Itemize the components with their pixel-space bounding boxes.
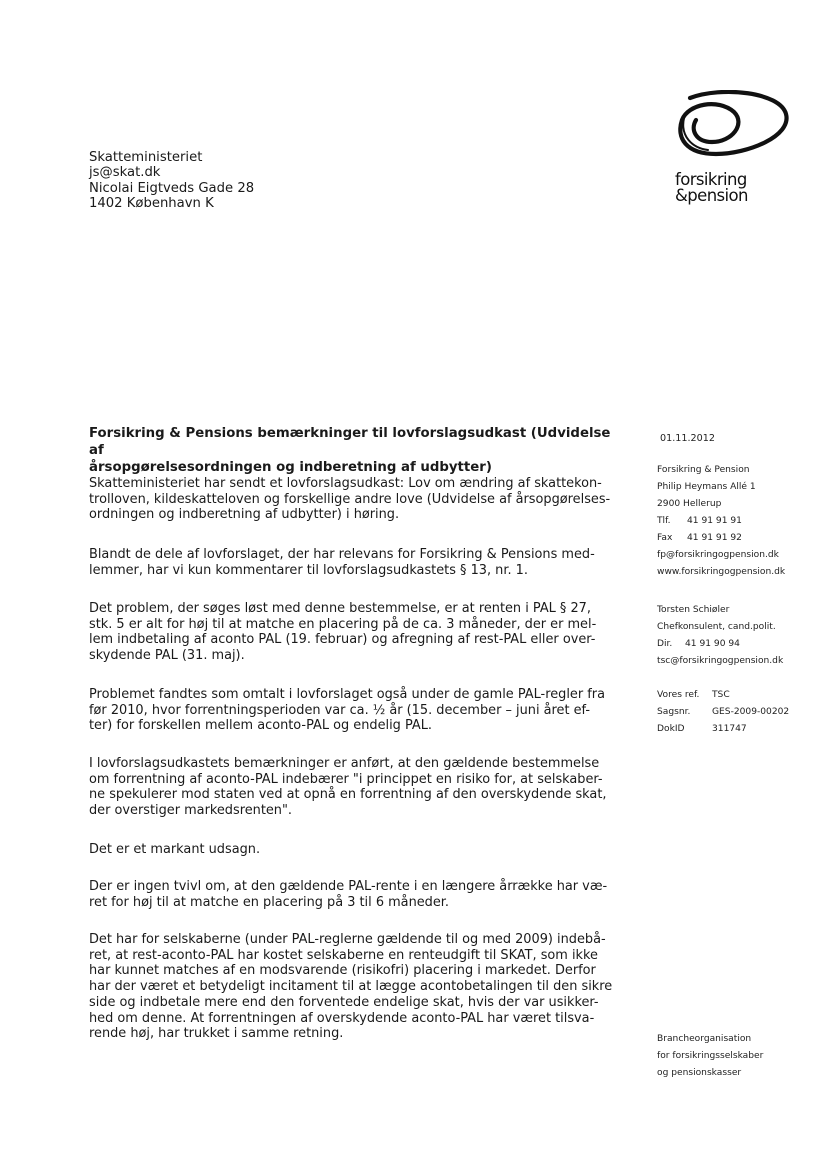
text-line: har kunnet matches af en modsvarende (risikofri) placering i markedet. Derfor <box>89 963 596 979</box>
case-label: Sagsnr. <box>657 707 691 717</box>
text-line: Det problem, der søges løst med denne bestemmelse, er at renten i PAL § 27, <box>89 601 591 616</box>
text-line: Problemet fandtes som omtalt i lovforslaget også under de gamle PAL-regler fra <box>89 687 605 702</box>
organisation-tagline <box>657 1031 763 1082</box>
text-line: før 2010, hvor forrentningsperioden var ca. ½ år (15. december – juni året ef- <box>89 702 591 718</box>
text-line: ne spekulerer mod staten ved at opnå en forrentning af den overskydende skat, <box>89 787 607 803</box>
heading-line: årsopgørelsesordningen og indberetning af udbytter) <box>89 460 492 475</box>
text-line: rende høj, har trukket i samme retning. <box>89 1026 344 1042</box>
logo-line-1: forsikring <box>675 170 747 189</box>
text-line: ter) for forskellen mellem aconto-PAL og endelig PAL. <box>89 718 432 734</box>
logo-line-2: &pension <box>675 186 748 205</box>
our-reference <box>657 687 789 704</box>
contact-person <box>657 602 783 670</box>
logo-wordmark <box>675 172 748 204</box>
company-logo <box>662 90 792 205</box>
direct-value: 41 91 90 94 <box>685 639 740 649</box>
paragraph-4 <box>89 687 613 734</box>
reference-block <box>657 687 789 738</box>
text-line: har der været et betydeligt incitament til at lægge acontobetalingen til den sikre <box>89 979 613 995</box>
org-fax <box>657 530 785 547</box>
paragraph-8 <box>89 932 613 1042</box>
text-line: Blandt de dele af lovforslaget, der har relevans for Forsikring & Pensions med- <box>89 547 595 562</box>
org-website: www.forsikringogpension.dk <box>657 567 786 577</box>
phone-value: 41 91 91 91 <box>687 516 742 526</box>
text-line: om forrentning af aconto-PAL indebærer "i princippet en risiko for, at selskaber- <box>89 771 603 787</box>
logo-swirl-icon <box>662 90 792 170</box>
fax-label: Fax <box>657 533 673 543</box>
org-city: 2900 Hellerup <box>657 499 722 509</box>
paragraph-7 <box>89 879 613 910</box>
text-line: Der er ingen tvivl om, at den gældende PAL-rente i en længere årrække har væ- <box>89 879 608 894</box>
document-id <box>657 721 789 738</box>
paragraph-2 <box>89 547 613 578</box>
text-line: lem indbetaling af aconto PAL (19. februar) og afregning af rest-PAL eller over- <box>89 632 596 648</box>
text-line: I lovforslagsudkastets bemærkninger er anført, at den gældende bestemmelse <box>89 756 600 771</box>
org-street: Philip Heymans Allé 1 <box>657 482 756 492</box>
heading-line: Forsikring & Pensions bemærkninger til lovforslagsudkast (Udvidelse af <box>89 426 611 458</box>
paragraph-5 <box>89 756 613 819</box>
text-line: der overstiger markedsrenten". <box>89 803 293 819</box>
contact-email: tsc@forsikringogpension.dk <box>657 656 784 666</box>
case-number <box>657 704 789 721</box>
case-value: GES-2009-00202 <box>712 707 790 717</box>
doc-value: 311747 <box>712 724 747 734</box>
phone-label: Tlf. <box>657 516 671 526</box>
text-line: skydende PAL (31. maj). <box>89 648 245 664</box>
sender-organisation <box>657 462 785 581</box>
recipient-line: 1402 København K <box>89 196 214 212</box>
text-line: Skatteministeriet har sendt et lovforslagsudkast: Lov om ændring af skattekon- <box>89 476 602 491</box>
org-phone <box>657 513 785 530</box>
tagline-line: Brancheorganisation <box>657 1034 752 1044</box>
text-line: Det har for selskaberne (under PAL-reglerne gældende til og med 2009) indebå- <box>89 932 606 947</box>
paragraph-6 <box>89 842 613 858</box>
recipient-address <box>89 150 254 212</box>
text-line: ret, at rest-aconto-PAL har kostet selskaberne en renteudgift til SKAT, som ikke <box>89 947 598 963</box>
recipient-line: Nicolai Eigtveds Gade 28 <box>89 180 255 196</box>
ref-value: TSC <box>712 690 730 700</box>
contact-name: Torsten Schiøler <box>657 605 730 615</box>
tagline-line: for forsikringsselskaber <box>657 1051 764 1061</box>
doc-label: DokID <box>657 724 685 734</box>
contact-direct <box>657 636 783 653</box>
paragraph-1 <box>89 476 613 523</box>
text-line: ordningen og indberetning af udbytter) i høring. <box>89 507 400 523</box>
contact-title: Chefkonsulent, cand.polit. <box>657 622 776 632</box>
letter-date: 01.11.2012 <box>660 433 715 444</box>
text-line: Det er et markant udsagn. <box>89 842 261 857</box>
tagline-line: og pensionskasser <box>657 1068 742 1078</box>
direct-label: Dir. <box>657 639 673 649</box>
fax-value: 41 91 91 92 <box>687 533 742 543</box>
text-line: ret for høj til at matche en placering på 3 til 6 måneder. <box>89 894 450 910</box>
text-line: hed om denne. At forrentningen af overskydende aconto-PAL har været tilsva- <box>89 1010 595 1026</box>
letter-heading <box>89 425 619 476</box>
text-line: side og indbetale mere end den forventede endelige skat, hvis der var usikker- <box>89 994 599 1010</box>
recipient-line: Skatteministeriet <box>89 150 203 165</box>
text-line: stk. 5 er alt for høj til at matche en placering på de ca. 3 måneder, der er mel- <box>89 616 597 632</box>
ref-label: Vores ref. <box>657 690 700 700</box>
paragraph-3 <box>89 601 613 664</box>
recipient-line: js@skat.dk <box>89 165 161 181</box>
text-line: lemmer, har vi kun kommentarer til lovforslagsudkastets § 13, nr. 1. <box>89 562 528 578</box>
text-line: trolloven, kildeskatteloven og forskellige andre love (Udvidelse af årsopgørelses- <box>89 491 611 507</box>
org-name: Forsikring & Pension <box>657 465 750 475</box>
org-email: fp@forsikringogpension.dk <box>657 550 779 560</box>
